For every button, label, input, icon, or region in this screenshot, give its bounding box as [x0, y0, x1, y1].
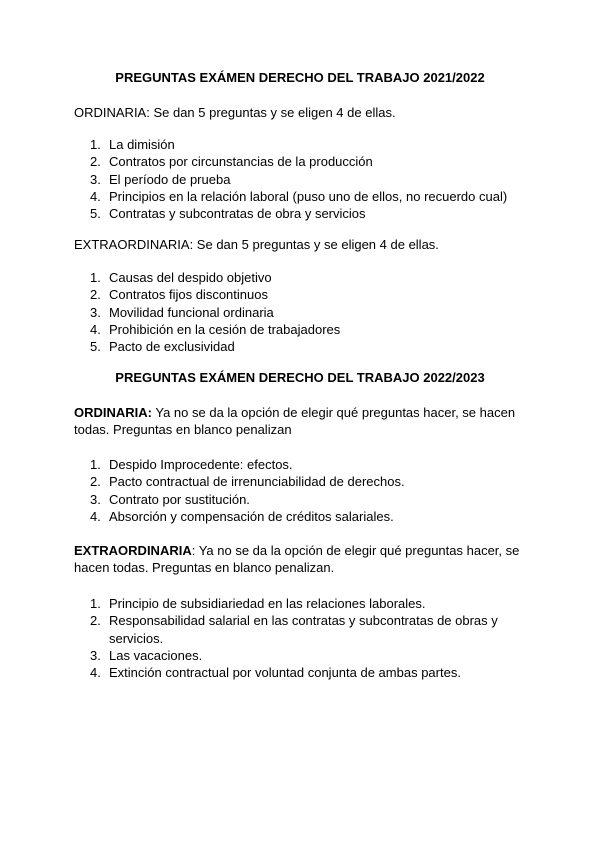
- list-item: 4. Principios en la relación laboral (puso uno de ellos, no recuerdo cual): [90, 188, 508, 204]
- ordinaria-2021-list: [74, 136, 534, 222]
- ordinaria-2021-text: : Se dan 5 preguntas y se eligen 4 de ellas.: [146, 105, 396, 120]
- list-item: 1. La dimisión: [90, 137, 175, 152]
- extraordinaria-2022-label: EXTRAORDINARIA: [74, 543, 192, 558]
- list-item: 4. Extinción contractual por voluntad conjunta de ambas partes.: [90, 665, 461, 681]
- list-item: 1. Principio de subsidiariedad en las relaciones laborales.: [90, 596, 426, 611]
- list-item: 2. Contratos por circunstancias de la producción: [90, 154, 373, 170]
- list-item: 2. Responsabilidad salarial en las contratas y subcontratas de obras y servicios.: [90, 613, 498, 646]
- extraordinaria-2022-intro: [74, 542, 544, 576]
- extraordinaria-2021-list: [74, 269, 534, 355]
- list-item: 1. Causas del despido objetivo: [90, 270, 272, 285]
- list-item: 2. Pacto contractual de irrenunciabilidad de derechos.: [90, 474, 405, 490]
- extraordinaria-2022-text: : Ya no se da la opción de elegir qué preguntas hacer, se hacen todas. Preguntas en blanco penalizan.: [74, 543, 520, 575]
- list-item: 2. Contratos fijos discontinuos: [90, 287, 268, 303]
- list-item: 4. Prohibición en la cesión de trabajadores: [90, 321, 341, 337]
- list-item: 3. El período de prueba: [90, 171, 231, 187]
- list-item: 3. Movilidad funcional ordinaria: [90, 304, 274, 320]
- ordinaria-2021-label: ORDINARIA: [74, 105, 147, 120]
- list-item: 1. Despido Improcedente: efectos.: [90, 457, 293, 472]
- extraordinaria-2021-intro: [74, 236, 544, 253]
- ordinaria-2022-label: ORDINARIA:: [74, 405, 152, 420]
- list-item: 4. Absorción y compensación de créditos salariales.: [90, 508, 394, 524]
- list-item: 3. Contrato por sustitución.: [90, 491, 250, 507]
- section-title-2021: PREGUNTAS EXÁMEN DERECHO DEL TRABAJO 2021/2022: [115, 70, 485, 85]
- extraordinaria-2022-list: [74, 595, 534, 681]
- ordinaria-2022-text: Ya no se da la opción de elegir qué preguntas hacer, se hacen todas. Preguntas en blanco penalizan: [74, 405, 516, 437]
- list-item: 3. Las vacaciones.: [90, 647, 203, 663]
- list-item: 5. Contratas y subcontratas de obra y servicios: [90, 206, 366, 222]
- section-title-2022: PREGUNTAS EXÁMEN DERECHO DEL TRABAJO 2022/2023: [115, 370, 485, 385]
- ordinaria-2022-intro: [74, 404, 544, 438]
- extraordinaria-2021-label: EXTRAORDINARIA: [74, 237, 190, 252]
- extraordinaria-2021-text: : Se dan 5 preguntas y se eligen 4 de ellas.: [189, 237, 439, 252]
- list-item: 5. Pacto de exclusividad: [90, 339, 235, 355]
- ordinaria-2022-list: [74, 456, 534, 525]
- ordinaria-2021-intro: [74, 104, 544, 121]
